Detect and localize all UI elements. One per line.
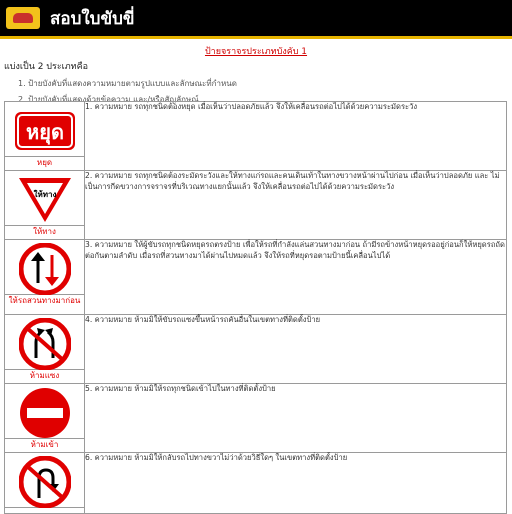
yield-sign-icon [5, 171, 84, 225]
stop-sign-text: หยุด [25, 120, 64, 144]
sign-name: ให้ทาง [5, 225, 84, 239]
yield-sign-text: ให้ทาง [33, 190, 56, 199]
signs-table [4, 101, 507, 514]
table-row [5, 102, 507, 171]
sign-description: 2. ความหมาย รถทุกชนิดต้องระมัดระวังและให้ทางแก่รถและคนเดินเท้าในทางขวางหน้าผ่านไปก่อน เมื่อเห็นว่าปลอดภัย และ ไม่เป็นการกีดขวางการจราจรที่บริเวณทางแยกนั้นแล้ว จึงให้เคลื่อนรถต่อไปได้ด้วยความระมัดระวัง [85, 171, 507, 240]
table-row [5, 453, 507, 514]
sign-description: 5. ความหมาย ห้ามมิให้รถทุกชนิดเข้าไปในทางที่ติดตั้งป้าย [85, 384, 507, 453]
sign-description: 1. ความหมาย รถทุกชนิดต้องหยุด เมื่อเห็นว่าปลอดภัยแล้ว จึงให้เคลื่อนรถต่อไปได้ด้วยความระมัดระวัง [85, 102, 507, 171]
bullet-item: 1. ป้ายบังคับที่แสดงความหมายตามรูปแบบและลักษณะที่กำหนด [18, 79, 237, 88]
bullet-item: 2. ป้ายบังคับที่แสดงด้วยข้อความ และ/หรือสัญลักษณ์ [18, 95, 199, 104]
sign-description: 3. ความหมาย ให้ผู้ขับรถทุกชนิดหยุดรถตรงป้าย เพื่อให้รถที่กำลังแล่นสวนทางมาก่อน ถ้ามีรถข้างหน้าหยุดรออยู่ก่อนก็ให้หยุดรถถัดต่อกันตามลำดับ เมื่อรถที่สวนทางมาได้ผ่านไปหมดแล้ว จึงให้รถที่หยุดรอตามป้ายนี้เคลื่อนไปได้ [85, 240, 507, 315]
sign-name: หยุด [5, 156, 84, 170]
give-way-oncoming-sign-icon [5, 240, 84, 294]
app-title: สอบใบขับขี่ [50, 8, 135, 29]
header-accent-strip [0, 36, 512, 39]
content-page [0, 40, 512, 109]
sign-name: ให้รถสวนทางมาก่อน [5, 294, 84, 308]
section-title: ป้ายจราจรประเภทบังคับ 1 [204, 47, 308, 57]
no-overtaking-sign-icon [5, 315, 84, 369]
car-app-icon[interactable] [6, 7, 40, 29]
table-row [5, 171, 507, 240]
table-row [5, 240, 507, 315]
no-u-turn-right-sign-icon [5, 453, 84, 507]
stop-sign-icon [5, 102, 84, 156]
sign-description: 6. ความหมาย ห้ามมิให้กลับรถไปทางขวาไม่ว่าด้วยวิธีใดๆ ในเขตทางที่ติดตั้งป้าย [85, 453, 507, 514]
sign-description: 4. ความหมาย ห้ามมิให้ขับรถแซงขึ้นหน้ารถคันอื่นในเขตทางที่ติดตั้งป้าย [85, 315, 507, 384]
table-row [5, 315, 507, 384]
sign-name: ห้ามแซง [5, 369, 84, 383]
no-entry-sign-icon [5, 384, 84, 438]
sign-name: ห้ามเข้า [5, 438, 84, 452]
app-header [0, 0, 512, 36]
table-row [5, 384, 507, 453]
intro-text: แบ่งเป็น 2 ประเภทคือ [4, 62, 89, 72]
